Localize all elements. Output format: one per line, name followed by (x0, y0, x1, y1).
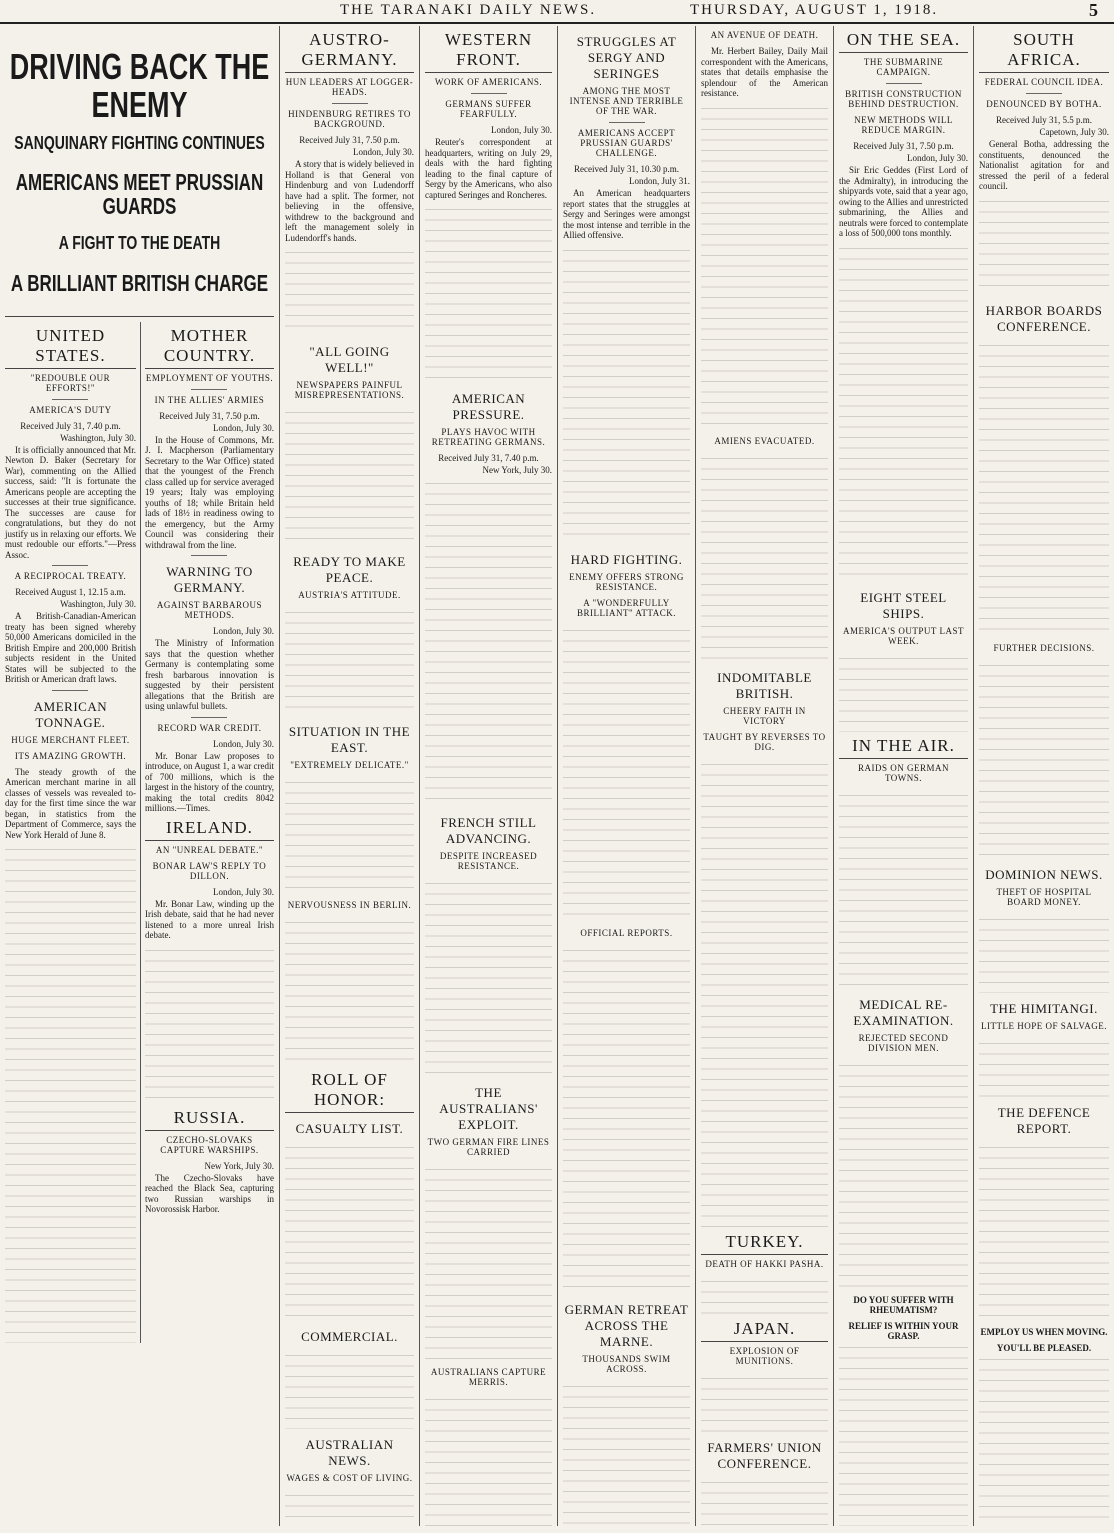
subhead: DENOUNCED BY BOTHA. (986, 99, 1102, 109)
received-line: Received August 1, 12.15 a.m. (15, 587, 126, 598)
subhead: NEW METHODS WILL REDUCE MARGIN. (854, 115, 953, 135)
masthead (0, 0, 1114, 24)
article-text: It is officially announced that Mr. Newton D. Baker (Secretary for War), commenting on the Allied success, said: "It is fortunate the Americans people are accepting the successes at their true significance. The successes are cause for congratulations, but they do not justify us in relaxing our efforts. We must redouble our efforts."—Press Assoc. (5, 444, 136, 560)
text-filler (285, 1489, 414, 1526)
column-united-states (5, 322, 141, 1344)
lead-subhead-2: AMERICANS MEET PRUSSIAN GUARDS (15, 170, 264, 220)
subhead: REJECTED SECOND DIVISION MEN. (858, 1032, 949, 1053)
heading-russia: RUSSIA. (145, 1108, 274, 1131)
text-filler (425, 1163, 552, 1363)
section-heading: COMMERCIAL. (301, 1329, 398, 1344)
heading-south-africa: SOUTH AFRICA. (979, 30, 1109, 73)
subhead: CHEERY FAITH IN VICTORY (723, 705, 806, 726)
article-text: Reuter's correspondent at headquarters, writing on July 29, deals with the hard fighting leading to the final capture of Sergy by the Americans, who also captured Seringes and Roncheres. (425, 137, 552, 200)
subhead: AN "UNREAL DEBATE." (155, 844, 264, 855)
section-heading: GERMAN RETREAT ACROSS THE MARNE. (564, 1301, 689, 1349)
subhead: RECORD WAR CREDIT. (157, 722, 262, 733)
text-filler (979, 659, 1109, 859)
column-on-the-sea (834, 26, 974, 1526)
lead-subhead-4: A BRILLIANT BRITISH CHARGE (10, 270, 269, 297)
heading-mother-country: MOTHER COUNTRY. (145, 326, 274, 369)
article-text: The Ministry of Information says that the question whether Germany is contemplating some fresh barbarous innovation is suggested by their persistent allegations that the British are using unlawful bullets. (144, 638, 274, 712)
subhead: AGAINST BARBAROUS METHODS. (156, 600, 263, 621)
subhead: AMERICA'S OUTPUT LAST WEEK. (843, 625, 964, 646)
article-text: General Botha, addressing the constituents, denounced the Nationalist agitation for and stressed the peril of a federal council. (979, 139, 1109, 191)
text-filler (285, 916, 414, 1066)
section-heading: FARMERS' UNION CONFERENCE. (707, 1439, 822, 1471)
subhead: AUSTRALIANS CAPTURE MERRIS. (430, 1367, 547, 1387)
subhead: EXPLOSION OF MUNITIONS. (729, 1345, 800, 1366)
subhead: "REDOUBLE OUR EFFORTS!" (30, 372, 111, 393)
subhead: OFFICIAL REPORTS. (580, 927, 673, 938)
subhead: DESPITE INCREASED RESISTANCE. (439, 851, 538, 871)
received-line: Received July 31, 7.40 p.m. (438, 453, 539, 463)
column-western-front (420, 26, 558, 1526)
article-text: Mr. Bonar Law, winding up the Irish debate, said that he had never listened to a more unreal Irish debate. (144, 898, 274, 941)
subhead: EMPLOYMENT OF YOUTHS. (145, 372, 274, 383)
dateline: London, July 30. (212, 738, 274, 749)
dateline: London, July 30. (212, 626, 274, 637)
dateline: New York, July 30. (482, 465, 552, 475)
text-filler (701, 1372, 828, 1432)
subhead: TWO GERMAN FIRE LINES CARRIED (427, 1137, 550, 1157)
article-text: Sir Eric Geddes (First Lord of the Admiralty), in introducing the shipyards vote, said that a year ago, owing to the Allies and unrestricted submarining, the Allies and neutrals were forced to contemplate a loss of 500,000 tons monthly. (839, 165, 968, 238)
issue-date: THURSDAY, AUGUST 1, 1918. (690, 2, 939, 18)
received-line: Received July 31, 7.50 p.m. (159, 410, 260, 421)
text-filler (701, 1476, 828, 1527)
dateline: Capetown, July 30. (1039, 127, 1109, 137)
text-filler (563, 1380, 690, 1527)
subhead: PLAYS HAVOC WITH RETREATING GERMANS. (431, 427, 546, 447)
received-line: Received July 31, 7.40 p.m. (20, 420, 121, 431)
subhead: "EXTREMELY DELICATE." (290, 760, 409, 770)
subhead: AMERICANS ACCEPT PRUSSIAN GUARDS' CHALLENGE. (577, 128, 676, 158)
column-sergy (558, 26, 696, 1526)
subhead: ITS AMAZING GROWTH. (14, 750, 127, 761)
article-text: The Czecho-Slovaks have reached the Black Sea, capturing two Russian warships in Novorossisk Harbor. (144, 1172, 274, 1215)
text-filler (701, 102, 828, 432)
subhead: A "WONDERFULLY BRILLIANT" ATTACK. (577, 597, 676, 618)
section-heading: THE DEFENCE REPORT. (997, 1104, 1091, 1136)
subhead: THOUSANDS SWIM ACROSS. (582, 1353, 671, 1374)
text-filler (285, 1349, 414, 1429)
heading-on-the-sea: ON THE SEA. (839, 30, 968, 53)
subhead: CZECHO-SLOVAKS CAPTURE WARSHIPS. (160, 1134, 259, 1155)
subhead: IN THE ALLIES' ARMIES (154, 394, 265, 405)
advertisement: RELIEF IS WITHIN YOUR GRASP. (848, 1320, 959, 1341)
heading-ireland: IRELAND. (145, 818, 274, 841)
lead-subhead-3: A FIGHT TO THE DEATH (58, 231, 221, 254)
text-filler (425, 1393, 552, 1526)
article-text: An American headquarters report states that the struggles at Sergy and Seringes were amongst the most intense and terrible in the Allied offensive. (563, 188, 690, 240)
subhead: FEDERAL COUNCIL IDEA. (984, 77, 1104, 87)
text-filler (979, 339, 1109, 639)
section-heading: EIGHT STEEL SHIPS. (860, 589, 947, 621)
section-heading: STRUGGLES AT SERGY AND SERINGES (576, 34, 677, 81)
dateline: New York, July 30. (204, 1160, 274, 1171)
advertisement: EMPLOY US WHEN MOVING. (980, 1326, 1108, 1337)
text-filler (425, 877, 552, 1077)
subhead: HINDENBURG RETIRES TO BACKGROUND. (288, 109, 411, 129)
article-text: A story that is widely believed in Holland is that General von Hindenburg and von Ludendorff have had a split. The former, not believing in the offensive, withdrew to the background and left the management solely in Ludendorff's hands. (285, 159, 414, 243)
text-filler (701, 452, 828, 662)
heading-roll-of-honor: ROLL OF HONOR: (285, 1070, 414, 1113)
subhead: A RECIPROCAL TREATY. (14, 571, 127, 582)
advertisement: YOU'LL BE PLEASED. (996, 1342, 1092, 1353)
subhead: BRITISH CONSTRUCTION BEHIND DESTRUCTION. (845, 89, 962, 109)
section-heading: HARBOR BOARDS CONFERENCE. (985, 302, 1103, 334)
dateline: Washington, July 30. (60, 432, 136, 443)
divider (5, 316, 274, 317)
text-filler (839, 652, 968, 732)
dateline: London, July 30. (212, 886, 274, 897)
column-south-africa (974, 26, 1114, 1526)
section-heading: FRENCH STILL ADVANCING. (440, 815, 537, 846)
text-filler (701, 758, 828, 1228)
subhead: THE SUBMARINE CAMPAIGN. (863, 57, 944, 77)
text-filler (701, 1275, 828, 1315)
column-avenue-of-death (696, 26, 834, 1526)
subhead: ENEMY OFFERS STRONG RESISTANCE. (569, 571, 684, 592)
text-filler (979, 1037, 1109, 1097)
section-heading: MEDICAL RE-EXAMINATION. (853, 996, 954, 1028)
subhead: RAIDS ON GERMAN TOWNS. (857, 762, 949, 783)
dateline: London, July 30. (352, 147, 414, 157)
text-filler (839, 1059, 968, 1289)
section-heading: READY TO MAKE PEACE. (293, 554, 406, 585)
lead-subhead-1: SANQUINARY FIGHTING CONTINUES (14, 131, 265, 153)
column-austro-germany (280, 26, 420, 1526)
subhead: AN AVENUE OF DEATH. (710, 30, 819, 40)
column-mother-country (141, 322, 274, 1344)
received-line: Received July 31, 5.5 p.m. (996, 115, 1092, 125)
subhead: NEWSPAPERS PAINFUL MISREPRESENTATIONS. (294, 380, 405, 400)
section-heading: INDOMITABLE BRITISH. (717, 669, 812, 701)
dateline: London, July 30. (490, 125, 552, 135)
lead-headline: DRIVING BACK THE ENEMY (9, 46, 270, 126)
section-heading: AUSTRALIAN NEWS. (305, 1437, 394, 1468)
text-filler (563, 624, 690, 924)
section-heading: WARNING TO GERMANY. (166, 564, 253, 596)
text-filler (285, 776, 414, 896)
section-heading: THE AUSTRALIANS' EXPLOIT. (439, 1085, 538, 1132)
text-filler (285, 246, 414, 336)
text-filler (145, 944, 274, 1104)
subhead: AMIENS EVACUATED. (714, 435, 815, 446)
section-heading: DOMINION NEWS. (985, 866, 1103, 882)
section-heading: AMERICAN TONNAGE. (33, 698, 108, 730)
article-text: Mr. Herbert Bailey, Daily Mail correspondent with the Americans, states that details emphasise the splendour of the American resistance. (701, 46, 828, 98)
heading-turkey: TURKEY. (701, 1232, 828, 1255)
subhead: FURTHER DECISIONS. (993, 642, 1095, 653)
text-filler (979, 195, 1109, 295)
dateline: London, July 30. (906, 153, 968, 163)
text-filler (839, 789, 968, 989)
dateline: London, July 30. (212, 422, 274, 433)
subhead: AMONG THE MOST INTENSE AND TERRIBLE OF THE WAR. (569, 86, 684, 116)
subhead: THEFT OF HOSPITAL BOARD MONEY. (996, 886, 1092, 907)
subhead: GERMANS SUFFER FEARFULLY. (445, 99, 532, 119)
article-text: A British-Canadian-American treaty has been signed whereby 50,000 Americans domiciled in the British Empire and 200,000 British subjects resident in the United States will be subjected to the British or American draft laws. (5, 611, 136, 685)
subhead: AMERICA'S DUTY (29, 404, 112, 415)
section-heading: CASUALTY LIST. (295, 1121, 404, 1136)
text-filler (425, 477, 552, 807)
section-heading: THE HIMITANGI. (990, 1000, 1098, 1016)
text-filler (979, 913, 1109, 993)
subhead: BONAR LAW'S REPLY TO DILLON. (152, 860, 267, 881)
text-filler (425, 203, 552, 383)
text-filler (563, 244, 690, 544)
dateline: Washington, July 30. (60, 599, 136, 610)
subhead: NERVOUSNESS IN BERLIN. (287, 900, 412, 910)
subhead: DEATH OF HAKKI PASHA. (705, 1258, 824, 1269)
subhead: TAUGHT BY REVERSES TO DIG. (703, 731, 826, 752)
text-filler (285, 606, 414, 716)
text-filler (563, 944, 690, 1294)
text-filler (5, 843, 136, 1343)
page-number: 5 (1089, 0, 1100, 20)
subhead: WORK OF AMERICANS. (434, 77, 543, 87)
subhead: HUN LEADERS AT LOGGER-HEADS. (285, 77, 414, 97)
text-filler (979, 1141, 1109, 1321)
heading-in-the-air: IN THE AIR. (839, 736, 968, 759)
text-filler (979, 1353, 1109, 1527)
text-filler (839, 1341, 968, 1527)
subhead: HUGE MERCHANT FLEET. (11, 734, 130, 745)
subhead: LITTLE HOPE OF SALVAGE. (980, 1020, 1107, 1031)
advertisement: DO YOU SUFFER WITH RHEUMATISM? (853, 1294, 954, 1315)
heading-japan: JAPAN. (701, 1319, 828, 1342)
section-heading: "ALL GOING WELL!" (309, 344, 390, 375)
article-text: Mr. Bonar Law proposes to introduce, on August 1, a war credit of 700 millions, which is the largest in the history of the country, making the total credits 8042 millions.—Times. (144, 750, 274, 814)
subhead: WAGES & COST OF LIVING. (286, 1473, 413, 1483)
newspaper-title: THE TARANAKI DAILY NEWS. (340, 2, 597, 18)
text-filler (285, 406, 414, 546)
dateline: London, July 31. (628, 176, 690, 186)
text-filler (285, 1141, 414, 1321)
section-heading: HARD FIGHTING. (570, 551, 683, 567)
text-filler (839, 242, 968, 582)
heading-united-states: UNITED STATES. (5, 326, 136, 369)
received-line: Received July 31, 7.50 p.m. (299, 135, 400, 145)
received-line: Received July 31, 7.50 p.m. (853, 141, 954, 151)
section-heading: AMERICAN PRESSURE. (451, 391, 526, 422)
heading-western-front: WESTERN FRONT. (425, 30, 552, 73)
received-line: Received July 31, 10.30 p.m. (574, 164, 679, 174)
article-text: In the House of Commons, Mr. J. I. Macpherson (Parliamentary Secretary to the War Office) stated that the youngest of the French class called up for service averaged 19 years; Italy was employing youths of 18; while Britain held lads of 18½ in readiness owing to the emergency, but the Army Council was considering their withdrawal from the line. (144, 434, 274, 550)
section-heading: SITUATION IN THE EAST. (288, 724, 411, 755)
article-text: The steady growth of the American merchant marine in all classes of vessels was revealed to-day for the first time since the war began, in statistics from the Department of Commerce, says the New York Herald of June 8. (5, 766, 136, 840)
subhead: AUSTRIA'S ATTITUDE. (298, 590, 401, 600)
column-lead (0, 26, 280, 1526)
heading-austro-germany: AUSTRO-GERMANY. (285, 30, 414, 73)
